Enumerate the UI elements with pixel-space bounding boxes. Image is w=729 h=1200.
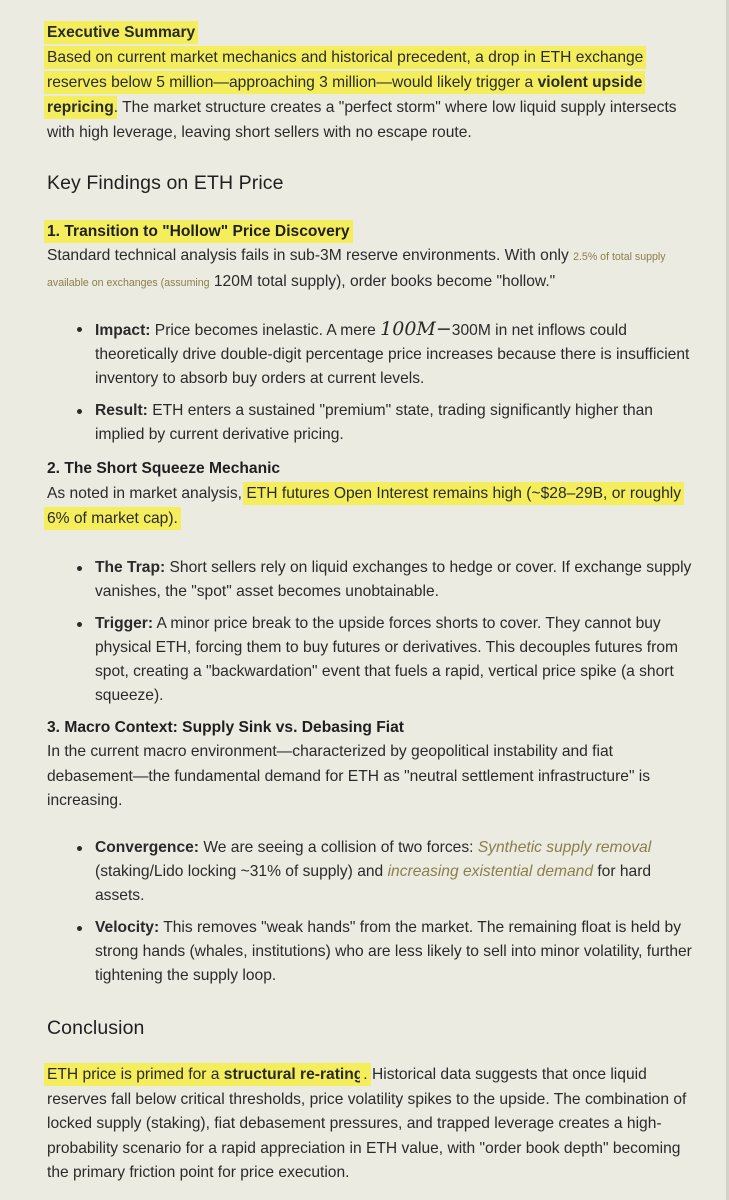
bullet-text: This removes "weak hands" from the market. The remaining float is held by strong hands (whales, institutions) who are less likely to sell into minor volatility, further tightening the supply loop.: [95, 918, 692, 984]
section-1-small: 2.5% of total supply available on exchanges (assuming: [47, 251, 666, 289]
bullet-label: Impact:: [95, 322, 151, 339]
section-2-body-1: As noted in market analysis,: [47, 485, 247, 502]
section-2-heading: 2. The Short Squeeze Mechanic: [47, 460, 281, 477]
bullet-label: Trigger:: [95, 615, 154, 632]
math-expression: 100M−: [380, 318, 452, 340]
bullet-text: Short sellers rely on liquid exchanges to hedge or cover. If exchange supply vanishes, the "spot" asset becomes unobtainable.: [95, 559, 692, 600]
bullet-label: The Trap:: [95, 559, 166, 576]
section-1-body-1: Standard technical analysis fails in sub-3M reserve environments. With only: [47, 247, 574, 264]
section-1-body: [47, 244, 697, 295]
conclusion-hl-1: ETH price is primed for a: [47, 1066, 224, 1083]
key-findings-heading: Key Findings on ETH Price: [47, 172, 284, 194]
bullet-text: A minor price break to the upside forces shorts to cover. They cannot buy physical ETH, forcing them to buy futures or derivatives. This decouples futures from spot, creating a "backwardation" event that fuels a rapid, vertical price spike (a short squeeze).: [95, 615, 678, 704]
section-1-bullets: [47, 317, 697, 447]
list-item: [95, 399, 697, 447]
list-item: [95, 916, 697, 988]
bullet-text: for hard assets.: [95, 862, 652, 904]
section-1-heading: 1. Transition to "Hollow" Price Discovery: [47, 223, 350, 240]
section-2: [47, 457, 697, 716]
bullet-text: (staking/Lido locking ~31% of supply) and: [95, 862, 388, 880]
italic-text: Synthetic supply removal: [477, 838, 652, 856]
bullet-label: Result:: [95, 402, 148, 419]
section-2-bullets: [47, 556, 697, 708]
list-item: [95, 612, 697, 708]
conclusion-hl-2: .: [363, 1066, 368, 1083]
section-3-bullets: [47, 836, 697, 988]
executive-summary: [47, 20, 697, 145]
list-item: [95, 317, 697, 391]
section-3: [47, 716, 697, 996]
exec-body-1: Based on current market mechanics and historical precedent, a drop in ETH exchange reserves below 5 million—approaching 3 million—would likely trigger a: [47, 49, 644, 91]
bullet-text: Price becomes inelastic. A mere: [150, 322, 381, 339]
conclusion-body: Historical data suggests that once liquid reserves fall below critical thresholds, price volatility spikes to the upside. The combination of locked supply (staking), fiat debasement pressures, and trapped leverage creates a high-probability scenario for a rapid appreciation in ETH value, with "order book depth" becoming the primary friction point for price execution.: [47, 1066, 687, 1181]
section-1: [47, 220, 697, 455]
conclusion: [47, 1063, 697, 1186]
italic-text: increasing existential demand: [387, 862, 593, 880]
bullet-label: Convergence:: [95, 838, 199, 856]
conclusion-hl-bold: structural re-rating: [223, 1066, 364, 1083]
section-1-body-2: 120M total supply), order books become "hollow.": [209, 272, 556, 290]
section-3-body: In the current macro environment—characterized by geopolitical instability and fiat debasement—the fundamental demand for ETH as "neutral settlement infrastructure" is increasing.: [47, 743, 651, 809]
conclusion-heading: Conclusion: [47, 1017, 145, 1039]
list-item: [95, 556, 697, 604]
exec-title: Executive Summary: [47, 24, 196, 41]
exec-body-2: . The market structure creates a "perfect storm" where low liquid supply intersects with high leverage, leaving short sellers with no escape route.: [47, 99, 677, 141]
list-item: [95, 836, 697, 908]
section-2-body-highlight: ETH futures Open Interest remains high (~$28–29B, or roughly 6% of market cap).: [47, 485, 682, 527]
bullet-label: Velocity:: [95, 918, 160, 936]
section-3-heading: 3. Macro Context: Supply Sink vs. Debasing Fiat: [47, 719, 404, 736]
exec-body-bold: violent upside repricing: [47, 74, 643, 116]
bullet-text: We are seeing a collision of two forces:: [199, 838, 478, 856]
bullet-text: 300M in net inflows could theoretically drive double-digit percentage price increases because there is insufficient inventory to absorb buy orders at current levels.: [95, 322, 690, 387]
bullet-text: ETH enters a sustained "premium" state, trading significantly higher than implied by current derivative pricing.: [95, 402, 653, 443]
